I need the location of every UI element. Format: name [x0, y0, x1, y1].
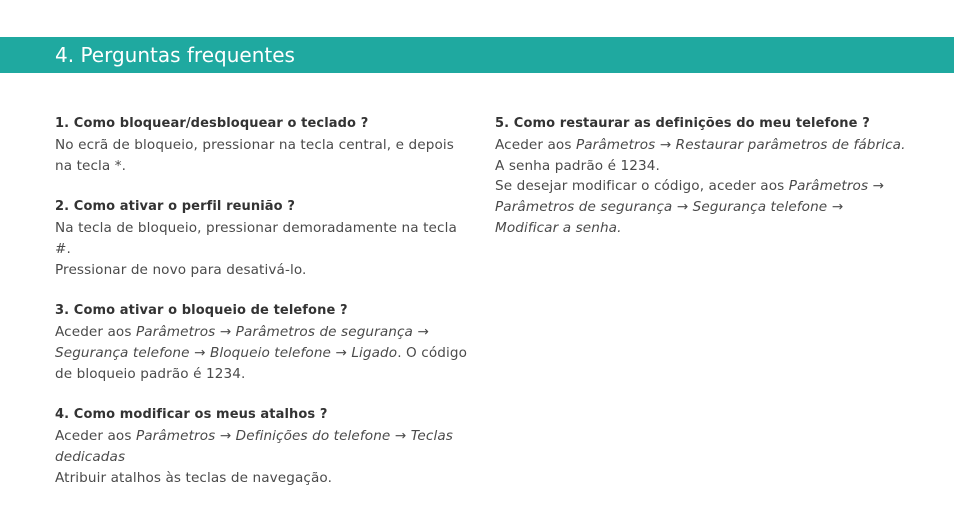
faq-question: 5. Como restaurar as definições do meu telefone ? — [495, 116, 870, 131]
faq-answer: Atribuir atalhos às teclas de navegação. — [55, 469, 333, 486]
faq-item-4 — [55, 405, 469, 488]
section-banner — [0, 37, 954, 73]
faq-item-5 — [495, 114, 909, 239]
faq-column-left — [55, 114, 469, 509]
faq-answer: Pressionar de novo para desativá-lo. — [55, 261, 307, 278]
faq-answer: Na tecla de bloqueio, pressionar demoradamente na tecla #. — [55, 219, 457, 257]
menu-path: Parâmetros → Definições do telefone → Teclas dedicadas — [55, 427, 453, 465]
faq-answer: A senha padrão é 1234. — [495, 157, 660, 174]
answer-lead: Aceder aos — [495, 136, 576, 153]
faq-item-1 — [55, 114, 469, 176]
faq-answer — [55, 426, 469, 468]
faq-answer — [55, 322, 469, 384]
faq-item-2 — [55, 197, 469, 280]
faq-item-3 — [55, 301, 469, 384]
menu-path: Parâmetros → Parâmetros de segurança → Segurança telefone → Bloqueio telefone → Ligado — [55, 323, 429, 361]
menu-path: Parâmetros → Parâmetros de segurança → Segurança telefone → Modificar a senha. — [495, 178, 885, 236]
faq-answer — [495, 135, 909, 156]
answer-tail: . O código de bloqueio padrão é 1234. — [55, 344, 467, 382]
menu-path: Parâmetros → Restaurar parâmetros de fábrica. — [575, 136, 906, 153]
answer-lead: Aceder aos — [55, 427, 136, 444]
faq-question: 1. Como bloquear/desbloquear o teclado ? — [55, 116, 369, 131]
answer-lead: Se desejar modificar o código, aceder aos — [495, 178, 789, 195]
faq-question: 4. Como modificar os meus atalhos ? — [55, 407, 328, 423]
faq-question: 2. Como ativar o perfil reunião ? — [55, 199, 295, 215]
answer-lead: Aceder aos — [55, 323, 136, 340]
page-title: 4. Perguntas frequentes — [55, 43, 295, 67]
faq-question: 3. Como ativar o bloqueio de telefone ? — [55, 303, 348, 319]
faq-answer — [495, 176, 909, 238]
faq-column-right — [495, 114, 909, 260]
faq-answer: No ecrã de bloqueio, pressionar na tecla central, e depois na tecla *. — [55, 136, 454, 174]
